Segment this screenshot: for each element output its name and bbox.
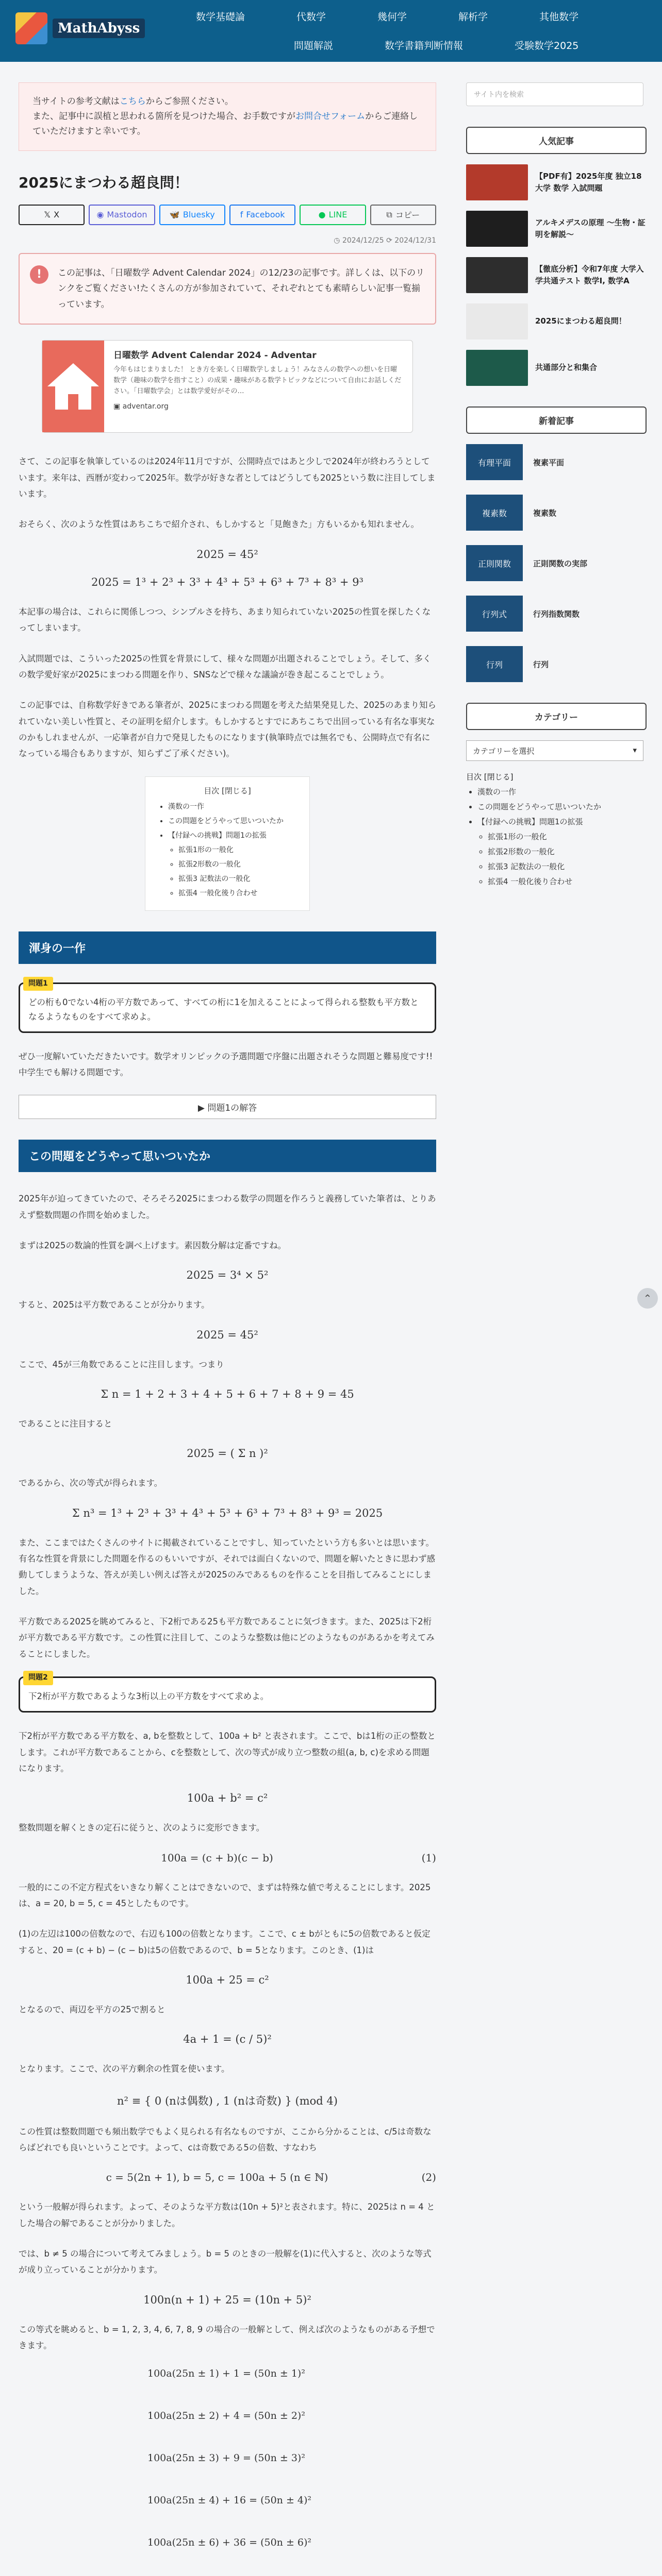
notice-text: 当サイトの参考文献は — [32, 96, 120, 107]
page-title: 2025にまつわる超良問！ — [19, 174, 189, 191]
global-nav-row1 — [170, 6, 604, 26]
notice-text: からご参照ください。 — [145, 96, 234, 107]
paragraph: ここで、45が三角数であることに注目します。つまり — [19, 1359, 224, 1369]
contact-form-link[interactable]: お問合せフォーム — [295, 111, 366, 122]
card-body — [104, 341, 412, 432]
paragraph: となります。ここで、次の平方剰余の性質を使います。 — [19, 2064, 230, 2074]
paragraph: すると、2025は平方数であることが分かります。 — [19, 1300, 210, 1310]
equation: 4a + 1 = (c / 5)² — [183, 2033, 272, 2046]
new-post-title: 複素平面 — [533, 457, 565, 467]
toc-item[interactable]: ◦ 拡張4 一般化後り合わせ — [178, 888, 298, 898]
calendar-icon: ◷ — [334, 236, 342, 245]
paragraph: まずは2025の数論的性質を調べ上げます。素因数分解は定番ですね。 — [19, 1241, 287, 1251]
chevron-down-icon: ▾ — [633, 745, 637, 755]
search-input[interactable]: サイト内を検索 — [466, 82, 643, 106]
toc-item[interactable]: ◦ 拡張1形の一般化 — [178, 844, 298, 855]
paragraph: ぜひ一度解いていただきたいです。数学オリンピックの予選問題で序盤に出題されそうな問題と難易度です!!中学生でも解ける問題です。 — [19, 1051, 433, 1078]
paragraph: この性質は整数問題でも頻出数学でもよく見られる有名なものですが、ここから分かることは、c/5は奇数ならばどれでも良いということです。よって、cは奇数である5の倍数、すなわち — [19, 2126, 432, 2153]
equation: Σ n = 1 + 2 + 3 + 4 + 5 + 6 + 7 + 8 + 9 = 45 — [101, 1388, 354, 1401]
toc-item[interactable]: ◦ 拡張2形数の一般化 — [178, 859, 298, 869]
paragraph: 整数問題を解くときの定石に従うと、次のように変形できます。 — [19, 1823, 265, 1833]
new-post-thumbnail: 行列 — [466, 646, 523, 682]
nav-item[interactable]: 幾何学 — [377, 11, 407, 23]
paragraph: おそらく、次のような性質はあちこちで紹介され、もしかすると「見飽きた」方もいるかも知れません。 — [19, 519, 419, 530]
toc-item[interactable]: • この問題をどうやって思いついたか — [168, 816, 298, 826]
problem-box — [19, 979, 436, 1033]
paragraph: であることに注目すると — [19, 1419, 112, 1429]
mastodon-icon: ◉ — [96, 210, 104, 220]
problem-label: 問題1 — [23, 977, 53, 991]
category-heading: カテゴリー — [466, 703, 647, 730]
paragraph: (1)の左辺は100の倍数なので、右辺も100の倍数となります。ここで、c ± bがともに5の倍数であると仮定すると、20 = (c + b) − (c − b)は5の倍数であるので、b = 5となります。このとき、(1)は — [19, 1929, 431, 1955]
paragraph: この記事では、自称数学好きである筆者が、2025にまつわる問題を考えた結果発見した、2025のあまり知られていない美しい性質と、その証明を紹介します。もしかするとすでにあちこちで出回っている有名な事実なのかもしれませんが、一応筆者が自力で発見したものになります(執筆時点では無名でも、公開時点で有名になっている場合もありますが、知らずご了承ください)。 — [19, 700, 436, 759]
house-icon — [42, 355, 104, 417]
toc-title[interactable]: 目次 [閉じる] — [204, 786, 251, 795]
equation: 2025 = ( Σ n )² — [187, 1447, 268, 1460]
advent-alert — [19, 253, 436, 325]
facebook-icon: f — [240, 210, 243, 220]
paragraph: この等式を眺めると、b = 1, 2, 3, 4, 6, 7, 8, 9 の場合の一般解として、例えば次のようなものがある予想できます。 — [19, 2324, 435, 2351]
global-nav-row2 — [268, 35, 604, 55]
paragraph: 入試問題では、こういった2025の性質を背景にして、様々な問題が出題されることでしょう。そして、多くの数学愛好家が2025にまつわる問題を作り、SNSなどで様々な議論が巻き起こることでしょう。 — [19, 653, 432, 680]
paragraph: また、ここまではたくさんのサイトに掲載されていることですし、知っていたという方も多いとは思います。有名な性質を背景にした問題を作るのもいいですが、それでは面白くないので、問題を解いたときに思わず感動してしまうような、答えが美しい例えば答えが2025のみであるものを作ることを目指してみることにしました。 — [19, 1537, 436, 1596]
equation: 100a + 25 = c² — [186, 1973, 269, 1986]
paragraph: では、b ≠ 5 の場合について考えてみましょう。b = 5 のときの一般解を(1)に代入すると、次のような等式が成り立っていることが分かります。 — [19, 2249, 432, 2275]
share-label: LINE — [328, 210, 347, 220]
toc-item[interactable]: • 【付録への挑戦】問題1の拡張 — [168, 830, 298, 840]
share-label: コピー — [395, 210, 420, 221]
section-heading: 渾身の一作 — [19, 931, 436, 964]
equation: 100a(25n ± 1) + 1 = (50n ± 1)² — [147, 2368, 305, 2380]
popular-item[interactable] — [466, 257, 647, 293]
numbered-equation — [19, 1852, 436, 1864]
problem-text: 下2桁が平方数であるような3桁以上の平方数をすべて求めよ。 — [28, 1691, 269, 1702]
paragraph: 平方数である2025を眺めてみると、下2桁である25も平方数であることに気づきます。また、2025は下2桁が平方数である平方数です。この性質に注目して、このような整数は他にどのようなものがあるかを考えてみることにしました。 — [19, 1617, 435, 1659]
nav-item[interactable]: 問題解説 — [294, 40, 334, 52]
new-posts-heading: 新着記事 — [466, 406, 647, 434]
equation: 100a + b² = c² — [187, 1792, 268, 1805]
equation: 2025 = 45² — [196, 548, 258, 561]
problem-text: どの桁も0でない4桁の平方数であって、すべての桁に1を加えることによって得られる整数も平方数となるようなものをすべて求めよ。 — [28, 997, 419, 1022]
paragraph: 下2桁が平方数である平方数を、a, bを整数として、100a + b² と表されます。ここで、bは1桁の正の整数とします。これが平方数であることから、cを整数として、次の等式が成り立つ整数の組(a, b, c)を求める問題になります。 — [19, 1731, 436, 1773]
sidebar — [466, 82, 647, 891]
nav-item[interactable]: 数学書籍判断情報 — [385, 40, 464, 52]
logo-text: MathAbyss — [53, 19, 145, 38]
paragraph: という一般解が得られます。よって、そのような平方数は(10n + 5)²と表されます。特に、2025は n = 4 とした場合の解であることが分かりました。 — [19, 2202, 435, 2228]
popular-item-title: 【PDF有】2025年度 独立18大学 数学 入試問題 — [535, 171, 642, 193]
share-line-button[interactable] — [300, 205, 366, 225]
share-label: Mastodon — [107, 210, 147, 220]
alert-text: この記事は、「日曜数学 Advent Calendar 2024」の12/23の記事です。詳しくは、以下のリンクをご覧ください!たくさんの方が参加されていて、それぞれとても素晴らしい記事一覧揃っています。 — [58, 267, 425, 310]
share-label: X — [54, 210, 60, 220]
popular-item-title: アルキメデスの原理 〜生物・証明を解説〜 — [535, 217, 646, 239]
equation: 2025 = 1³ + 2³ + 3³ + 4³ + 5³ + 6³ + 7³ + 8³ + 9³ — [91, 575, 363, 588]
share-copy-button[interactable] — [370, 205, 436, 225]
share-bluesky-button[interactable] — [159, 205, 225, 225]
paragraph: 2025年が迫ってきていたので、そろそろ2025にまつわる数学の問題を作ろうと義務していた筆者は、とりあえず整数問題の作問を始めました。 — [19, 1194, 436, 1220]
new-post-title: 正則関数の実部 — [533, 558, 588, 568]
link-card[interactable] — [42, 340, 413, 433]
problem-label: 問題2 — [23, 1671, 53, 1685]
site-notice — [19, 82, 436, 151]
nav-item[interactable]: 数学基礎論 — [196, 11, 245, 23]
new-post-thumbnail: 有理平面 — [466, 444, 523, 480]
exclamation-icon: ! — [30, 265, 48, 284]
bluesky-icon: 🦋 — [169, 210, 180, 220]
paragraph: となるので、両辺を平方の25で割ると — [19, 2004, 166, 2014]
equation: 100n(n + 1) + 25 = (10n + 5)² — [143, 2293, 311, 2306]
equation-number: (2) — [421, 2171, 436, 2184]
share-label: Bluesky — [183, 210, 215, 220]
equation: 100a(25n ± 4) + 16 = (50n ± 4)² — [147, 2495, 312, 2506]
popular-item-title: 【徹底分析】令和7年度 大学入学共通テスト 数学I, 数学A — [535, 264, 644, 285]
new-post-title: 行列指数関数 — [533, 609, 580, 619]
toc-item[interactable]: ◦ 拡張2形数の一般化 — [488, 846, 647, 857]
toc-item[interactable]: • 漢数の一作 — [477, 786, 647, 797]
equation: 2025 = 45² — [196, 1328, 258, 1341]
nav-item[interactable]: 受験数学2025 — [515, 40, 579, 52]
new-post-item[interactable] — [466, 646, 647, 682]
back-to-top-button[interactable]: ⌃ — [637, 1288, 658, 1309]
logo-cube-icon — [15, 12, 47, 44]
share-facebook-button[interactable] — [229, 205, 295, 225]
article-thumbnail — [466, 350, 528, 386]
equation: Σ n³ = 1³ + 2³ + 3³ + 4³ + 5³ + 6³ + 7³ + 8³ + 9³ = 2025 — [72, 1506, 383, 1519]
toc-item[interactable]: • 【付録への挑戦】問題1の拡張 — [477, 816, 647, 827]
paragraph: 本記事の場合は、これらに関係しつつ、シンプルさを持ち、あまり知られていない2025の性質を探したくなってしまいます。 — [19, 606, 431, 633]
card-host-text: adventar.org — [122, 402, 169, 411]
toc-item[interactable]: ◦ 拡張1形の一般化 — [488, 831, 647, 842]
share-label: Facebook — [246, 210, 285, 220]
new-post-item[interactable] — [466, 545, 647, 581]
popular-item[interactable] — [466, 303, 647, 340]
x-icon: 𝕏 — [44, 210, 51, 220]
new-post-item[interactable] — [466, 495, 647, 531]
share-x-button[interactable] — [19, 205, 85, 225]
equation: 100a(25n ± 3) + 9 = (50n ± 3)² — [147, 2452, 305, 2464]
equation: c = 5(2n + 1), b = 5, c = 100a + 5 (n ∈ ℕ) — [106, 2171, 328, 2184]
share-mastodon-button[interactable] — [89, 205, 155, 225]
equation-list — [19, 2368, 436, 2576]
adventar-thumbnail — [42, 341, 104, 432]
equation: n² ≡ { 0 (nは偶数) , 1 (nは奇数) } (mod 4) — [117, 2094, 338, 2107]
new-post-thumbnail: 正則関数 — [466, 545, 523, 581]
article-thumbnail — [466, 257, 528, 293]
equation: 100a(25n ± 6) + 36 = (50n ± 6)² — [147, 2537, 312, 2549]
toc-list — [157, 801, 298, 898]
card-title: 日曜数学 Advent Calendar 2024 - Adventar — [113, 350, 317, 361]
new-post-item[interactable] — [466, 596, 647, 632]
notice-text: また、記事中に誤植と思われる箇所を見つけた場合、お手数ですが — [32, 111, 295, 122]
table-of-contents — [145, 776, 310, 911]
sidebar-toc-list — [466, 786, 647, 887]
post-dates — [19, 236, 436, 245]
reference-link[interactable]: こちら — [119, 96, 146, 107]
toc-item[interactable]: ◦ 拡張3 記数法の一般化 — [488, 861, 647, 872]
notice-text: からご連絡していただけますと幸いです。 — [32, 111, 418, 137]
numbered-equation — [19, 2171, 436, 2183]
equation: 100a(25n ± 2) + 4 = (50n ± 2)² — [147, 2410, 305, 2422]
new-post-thumbnail: 複素数 — [466, 495, 523, 531]
paragraph: 一般的にこの不定方程式をいきなり解くことはできないので、まずは特殊な値で考えることにします。2025は、a = 20, b = 5, c = 45としたものです。 — [19, 1882, 431, 1908]
toc-item[interactable]: ◦ 拡張4 一般化後り合わせ — [488, 876, 647, 887]
paragraph: であるから、次の等式が得られます。 — [19, 1478, 163, 1488]
site-icon: ▣ — [113, 402, 123, 411]
card-description: 今年もはじまりました！ とき方を楽しく日曜数学しましょう！みなさんの数学への想いを日曜数学（趣味の数学を指すこと）の成果・趣味がある数学トピックなどについて自由にお話しください。「日曜数学会」とは数学愛好がその… — [113, 366, 402, 396]
popular-heading: 人気記事 — [466, 127, 647, 154]
popular-item-title: 共通部分と和集合 — [535, 363, 598, 372]
site-logo[interactable] — [15, 12, 145, 44]
line-icon: ● — [318, 210, 326, 220]
popular-item-title: 2025にまつわる超良問！ — [535, 316, 626, 326]
published-date: 2024/12/25 — [342, 236, 384, 245]
article-thumbnail — [466, 164, 528, 200]
card-host — [113, 402, 403, 411]
category-select-value: カテゴリーを選択 — [473, 747, 535, 756]
toc-item[interactable]: • この問題をどうやって思いついたか — [477, 801, 647, 812]
nav-item[interactable]: 代数学 — [296, 11, 326, 23]
new-post-thumbnail: 行列式 — [466, 596, 523, 632]
nav-item[interactable]: 其他数学 — [539, 11, 579, 23]
problem-box — [19, 1673, 436, 1713]
answer-toggle[interactable]: ▶ 問題1の解答 — [19, 1095, 436, 1119]
category-select[interactable] — [466, 740, 643, 761]
equation: 100a = (c + b)(c − b) — [161, 1851, 273, 1864]
section-heading: この問題をどうやって思いついたか — [19, 1140, 436, 1172]
article-thumbnail — [466, 303, 528, 340]
toc-item[interactable]: ◦ 拡張3 記数法の一般化 — [178, 873, 298, 884]
copy-icon: ⧉ — [386, 209, 392, 219]
toc-item[interactable]: • 漢数の一作 — [168, 801, 298, 811]
nav-item[interactable]: 解析学 — [458, 11, 488, 23]
refresh-icon: ⟳ — [386, 236, 395, 245]
new-post-title: 複素数 — [533, 508, 557, 518]
site-header — [0, 0, 662, 62]
article-thumbnail — [466, 211, 528, 247]
equation-number: (1) — [421, 1851, 436, 1864]
equation: 2025 = 3⁴ × 5² — [186, 1269, 269, 1282]
share-buttons — [19, 205, 436, 225]
sidebar-toc-title[interactable]: 目次 [閉じる] — [466, 772, 514, 782]
popular-item[interactable] — [466, 164, 647, 200]
paragraph: さて、この記事を執筆しているのは2024年11月ですが、公開時点ではあと少しで2024年が終わろうとしています。来年は、西暦が変わって2025年。数学が好きな者としてはどうしても2025という数に注目してしまいます。 — [19, 456, 436, 499]
updated-date: 2024/12/31 — [394, 236, 436, 245]
new-post-item[interactable] — [466, 444, 647, 480]
main-content — [19, 82, 436, 2576]
popular-item[interactable] — [466, 211, 647, 247]
new-post-title: 行列 — [533, 659, 549, 669]
popular-item[interactable] — [466, 350, 647, 386]
